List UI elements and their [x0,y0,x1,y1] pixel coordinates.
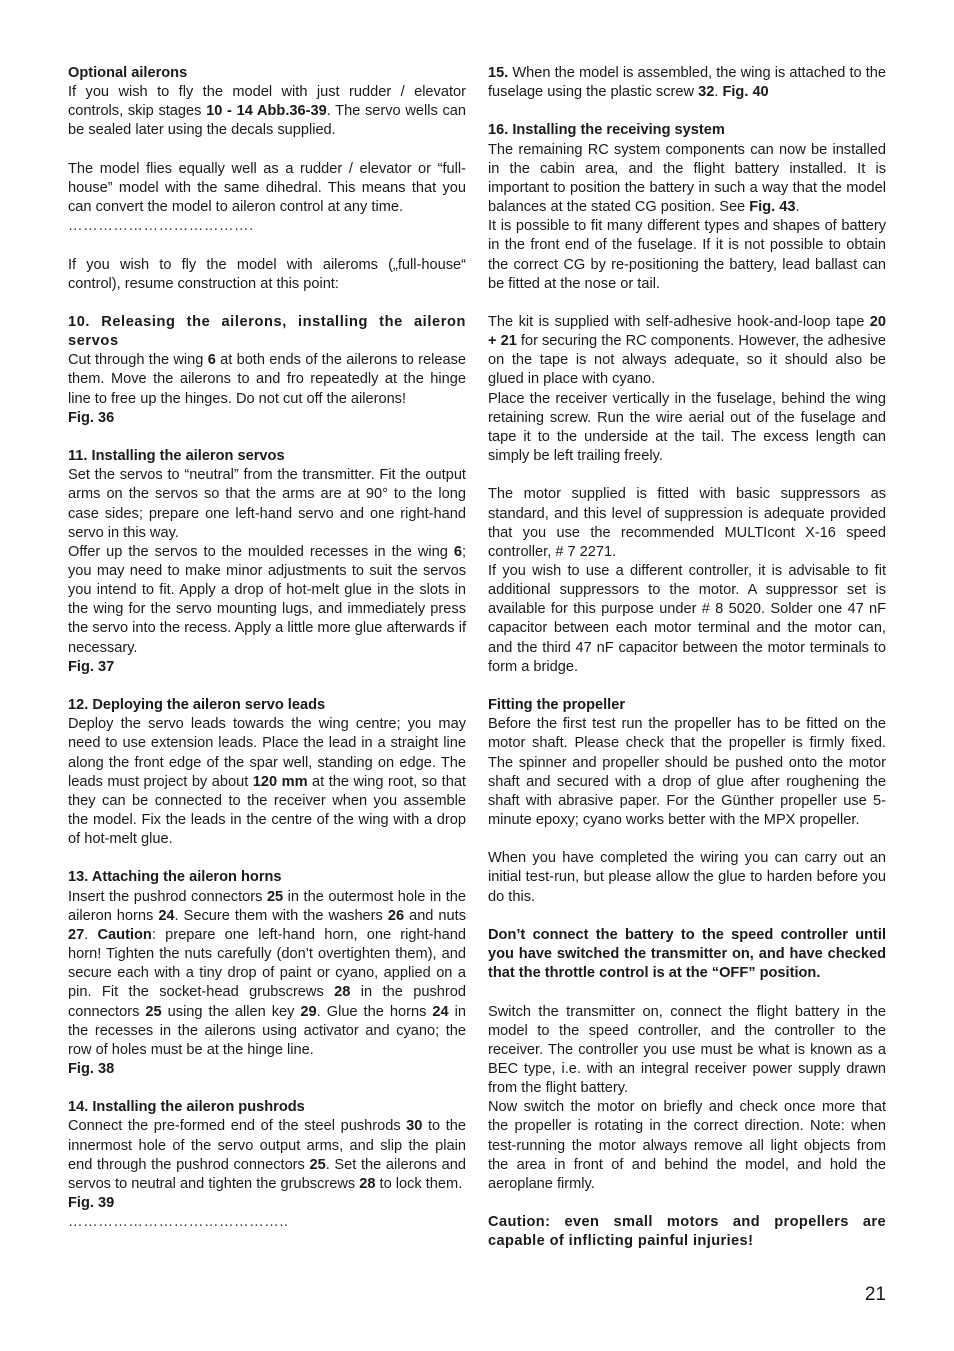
text: at the wing root, so that they can be connected to the receiver when you assemble the model. Fix the leads in the centre of the wing with a drop of hot-melt glue. [68,773,466,848]
battery-warning: Don’t connect the battery to the speed controller until you have switched the transmitter on, and have checked that the throttle control is at the “OFF” position. [488,926,886,982]
figure-reference: Fig. 36 [68,409,115,426]
paragraph: It is possible to fit many different types and shapes of battery in the front end of the fuselage. If it is not possible to obtain the correct CG by re-positioning the battery, lead ballast can be fitted at the nose or tail. [488,218,886,292]
section-step-12 [68,696,466,849]
text: in the outermost hole in the aileron horns [68,888,466,924]
dotted-separator: …………………………………….. [68,1214,289,1231]
text: . The servo wells can be sealed later using the decals supplied. [68,103,466,139]
section-heading: 12. Deploying the aileron servo leads [68,697,326,714]
text: to lock them. [375,1175,463,1192]
paragraph: Set the servos to “neutral” from the transmitter. Fit the output arms on the servos so that the arms are at 90° to the long case sides; prepare one left-hand servo and one right-hand servo in this way. [68,467,466,541]
paragraph [488,313,886,390]
part-number: 29 [300,1003,317,1020]
text: at both ends of the ailerons to release them. Move the ailerons to and fro repeatedly at the hinge line to free up the hinges. Do not cut off the ailerons! [68,352,466,407]
part-number: 27 [68,926,85,943]
paragraph: Switch the transmitter on, connect the flight battery in the model to the speed controller, and the controller to the receiver. The controller you use must be what is known as a BEC type, i.e. with an integral receiver power supply drawn from the flight battery. [488,1003,886,1097]
text: Deploy the servo leads towards the wing centre; you may need to use extension leads. Place the lead in a straight line along the front edge of the spar well, standing on edge. The leads must project by about [68,716,466,790]
text: If you wish to fly the model with just rudder / elevator controls, skip stages [68,84,466,120]
paragraph: Before the first test run the propeller has to be fitted on the motor shaft. Please check that the propeller is firmly fixed. The spinner and propeller should be pushed onto the motor shaft and secured with a drop of glue after roughening the shaft with abrasive paper. For the Günther propeller use 5-minute epoxy; cyano works better with the MPX propeller. [488,716,886,829]
section-step-10 [68,313,466,428]
paragraph: Place the receiver vertically in the fuselage, behind the wing retaining screw. Run the wire aerial out of the fuselage and tape it to the underside at the tail. The excess length can simply be left trailing freely. [488,390,886,465]
right-column [488,64,886,1252]
section-step-15 [488,64,886,102]
paragraph [68,888,466,1060]
text: . Secure them with the washers [174,907,388,924]
part-number: 20 + 21 [488,314,886,350]
text: to the innermost hole of the servo output arms, and slip the plain end through the pushrod connectors [68,1118,466,1173]
part-number: 25 [309,1156,326,1173]
section-heading: 11. Installing the aileron servos [68,448,285,465]
text: . [714,84,723,101]
text: for securing the RC components. However, the adhesive on the tape is not always adequate, so it should also be glued in place with cyano. [488,333,887,388]
step-number: 15. [488,65,509,81]
section-heading: Optional ailerons [68,65,188,81]
page-number: 21 [864,1284,886,1305]
part-number: 26 [387,907,405,924]
paragraph: The model flies equally well as a rudder / elevator or “full-house” model with the same dihedral. This means that you can convert the model to aileron control at any time. [68,160,466,216]
section-step-16 [488,121,886,677]
section-heading: 14. Installing the aileron pushrods [68,1099,305,1116]
paragraph: When you have completed the wiring you can carry out an initial test-run, but please allow the glue to harden before you do this. [488,850,886,905]
paragraph [68,351,466,408]
figure-reference: Fig. 37 [68,658,115,675]
injury-caution: Caution: even small motors and propellers are capable of inflicting painful injuries! [488,1214,886,1250]
part-number: 25 [145,1003,162,1020]
section-heading: 10. Releasing the ailerons, installing the aileron servos [68,313,466,350]
paragraph [68,543,466,658]
text: in the pushrod connectors [68,984,466,1020]
paragraph [68,83,466,140]
paragraph [488,141,886,218]
text: Insert the pushrod connectors [68,888,267,905]
figure-reference: Fig. 39 [68,1195,115,1212]
part-number: 28 [334,984,351,1001]
part-number: 6 [453,543,462,560]
text: . [795,199,800,216]
paragraph: The motor supplied is fitted with basic suppressors as standard, and this level of suppression is adequate provided that you use the recommended MULTIcont X-16 speed controller, # 7 2271. [488,486,886,560]
section-heading: Fitting the propeller [488,697,626,714]
left-column [68,64,466,1232]
section-optional-ailerons [68,64,466,294]
text: and nuts [404,907,466,924]
section-step-13 [68,868,466,1079]
figure-reference: Fig. 43 [749,199,796,216]
section-fitting-propeller [488,696,886,1251]
text: The kit is supplied with self-adhesive hook-and-loop tape [488,314,870,330]
text: in the recesses in the ailerons using activator and cyano; the row of holes must be at the hinge line. [68,1003,466,1058]
text: : prepare one left-hand horn, one right-hand horn! Tighten the nuts carefully (don’t overtighten them), and secure each with a tiny drop of paint or cyano, applied on a pin. Fit the socket-head grubscrews [68,926,467,1001]
section-heading: 13. Attaching the aileron horns [68,869,282,886]
text: . Set the ailerons and servos to neutral and tighten the grubscrews [68,1156,467,1192]
paragraph [68,1117,466,1194]
part-number: 28 [359,1175,376,1192]
text: using the allen key [161,1003,301,1020]
text: Connect the pre-formed end of the steel pushrods [68,1118,407,1135]
paragraph: If you wish to use a different controller, it is advisable to fit additional suppressors to the motor. A suppressor set is available for this purpose under # 8 5020. Solder one 47 nF capacitor between each motor terminal and the motor can, and the third 47 nF capacitor between the motor terminals to form a bridge. [488,563,886,675]
text: When the model is assembled, the wing is attached to the fuselage using the plastic screw [488,65,886,101]
part-number: 24 [158,907,175,924]
paragraph [68,715,466,849]
paragraph [488,64,886,102]
stage-reference: 10 - 14 Abb.36-39 [206,103,327,120]
part-number: 6 [207,352,216,369]
text: Offer up the servos to the moulded recesses in the wing [68,543,454,560]
text: . Glue the horns [316,1003,433,1020]
measurement: 120 mm [252,773,308,790]
text: Cut through the wing [68,352,208,369]
part-number: 32 [698,84,715,101]
text: ; you may need to make minor adjustments to suit the servos you intend to fit. Apply a drop of hot-melt glue in the slots in the wing for the servo mounting lugs, and immediately press the servo into the recess. Apply a little more glue afterwards if necessary. [68,543,466,656]
caution-label: Caution [97,926,152,943]
dotted-separator: ………………………………. [68,218,254,235]
section-step-14 [68,1098,466,1232]
text: The remaining RC system components can now be installed in the cabin area, and the flight battery installed. It is important to position the battery in such a way that the model balances at the stated CG position. See [488,141,886,216]
part-number: 30 [406,1118,423,1135]
section-heading: 16. Installing the receiving system [488,122,725,139]
figure-reference: Fig. 40 [722,84,769,101]
part-number: 25 [266,888,284,905]
section-step-11 [68,447,466,677]
part-number: 24 [432,1003,449,1020]
text: . [84,926,98,943]
paragraph: Now switch the motor on briefly and check once more that the propeller is rotating in the correct direction. Note: when test-running the motor always remove all light objects from the area in front of and behind the model, and hold the aeroplane firmly. [488,1099,886,1192]
figure-reference: Fig. 38 [68,1061,115,1078]
paragraph: If you wish to fly the model with aileroms („full-house“ control), resume construction at this point: [68,256,466,292]
